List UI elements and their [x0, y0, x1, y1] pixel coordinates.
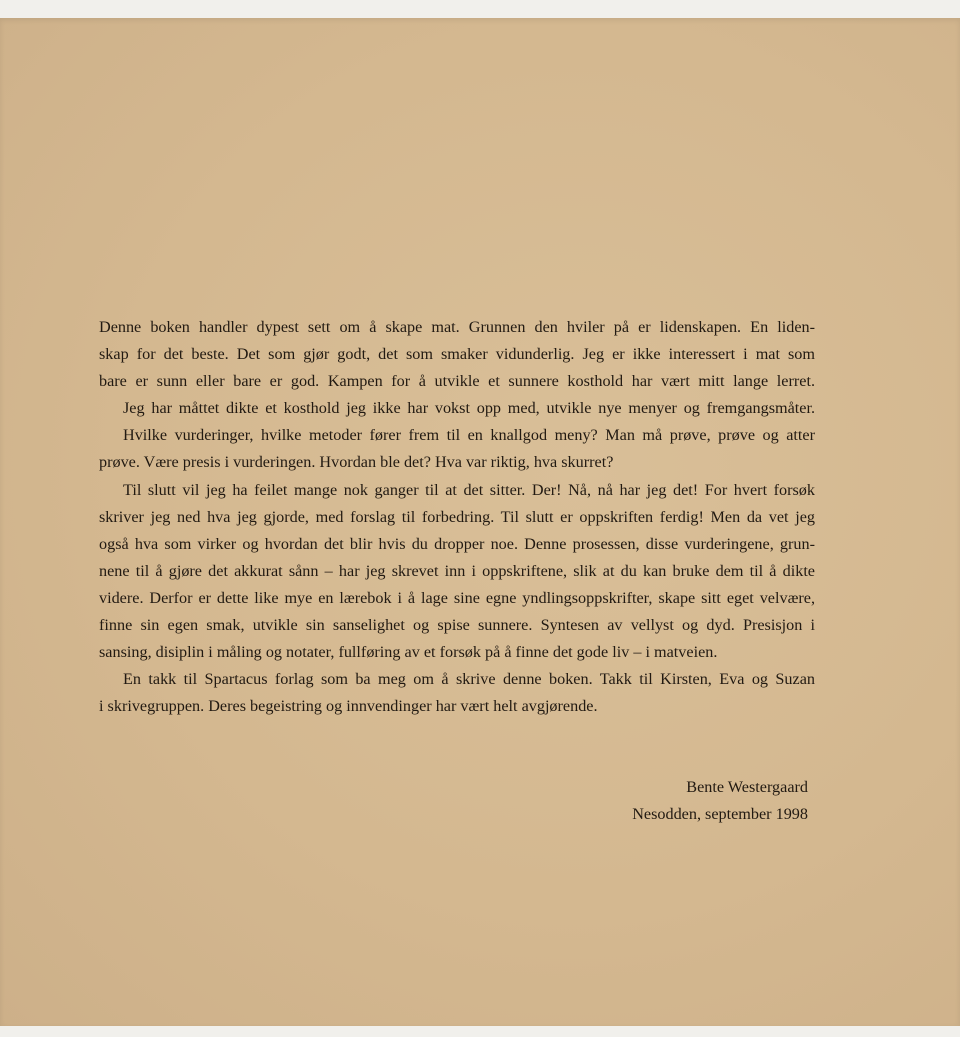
text-line: finne sin egen smak, utvikle sin sanselighet og spise sunnere. Syntesen av vellyst og dyd. Presisjon i — [99, 616, 815, 635]
text-line: videre. Derfor er dette like mye en lærebok i å lage sine egne yndlingsoppskrifter, skape sitt eget velvære, — [99, 588, 815, 607]
text-line: nene til å gjøre det akkurat sånn – har jeg skrevet inn i oppskriftene, slik at du kan bruke dem til å dikte — [99, 561, 815, 580]
book-page — [0, 18, 960, 1026]
author-name: Bente Westergaard — [686, 778, 808, 796]
text-line: også hva som virker og hvordan det blir hvis du dropper noe. Denne prosessen, disse vurderingene, grun- — [99, 534, 815, 553]
text-line: i skrivegruppen. Deres begeistring og innvendinger har vært helt avgjørende. — [99, 697, 598, 716]
place-date: Nesodden, september 1998 — [632, 805, 808, 823]
foreword-text — [99, 314, 815, 720]
text-line: sansing, disiplin i måling og notater, fullføring av et forsøk på å finne det gode liv – i matveien. — [99, 643, 718, 662]
text-line: skap for det beste. Det som gjør godt, det som smaker vidunderlig. Jeg er ikke interessert i mat som — [99, 345, 815, 364]
text-line: Jeg har måttet dikte et kosthold jeg ikke har vokst opp med, utvikle nye menyer og fremgangsmåter. — [123, 399, 815, 418]
text-line: skriver jeg ned hva jeg gjorde, med forslag til forbedring. Til slutt er oppskriften ferdig! Men da vet jeg — [99, 507, 815, 526]
text-line: Til slutt vil jeg ha feilet mange nok ganger til at det sitter. Der! Nå, nå har jeg det! For hvert forsøk — [123, 480, 815, 499]
text-line: Hvilke vurderinger, hvilke metoder fører frem til en knallgod meny? Man må prøve, prøve og atter — [123, 426, 815, 445]
text-line: Denne boken handler dypest sett om å skape mat. Grunnen den hviler på er lidenskapen. En liden- — [99, 318, 815, 336]
text-line: En takk til Spartacus forlag som ba meg om å skrive denne boken. Takk til Kirsten, Eva og Suzan — [123, 670, 815, 689]
text-line: bare er sunn eller bare er god. Kampen for å utvikle et sunnere kosthold har vært mitt lange lerret. — [99, 372, 815, 391]
signature-block — [632, 774, 808, 828]
text-line: prøve. Være presis i vurderingen. Hvordan ble det? Hva var riktig, hva skurret? — [99, 453, 614, 472]
